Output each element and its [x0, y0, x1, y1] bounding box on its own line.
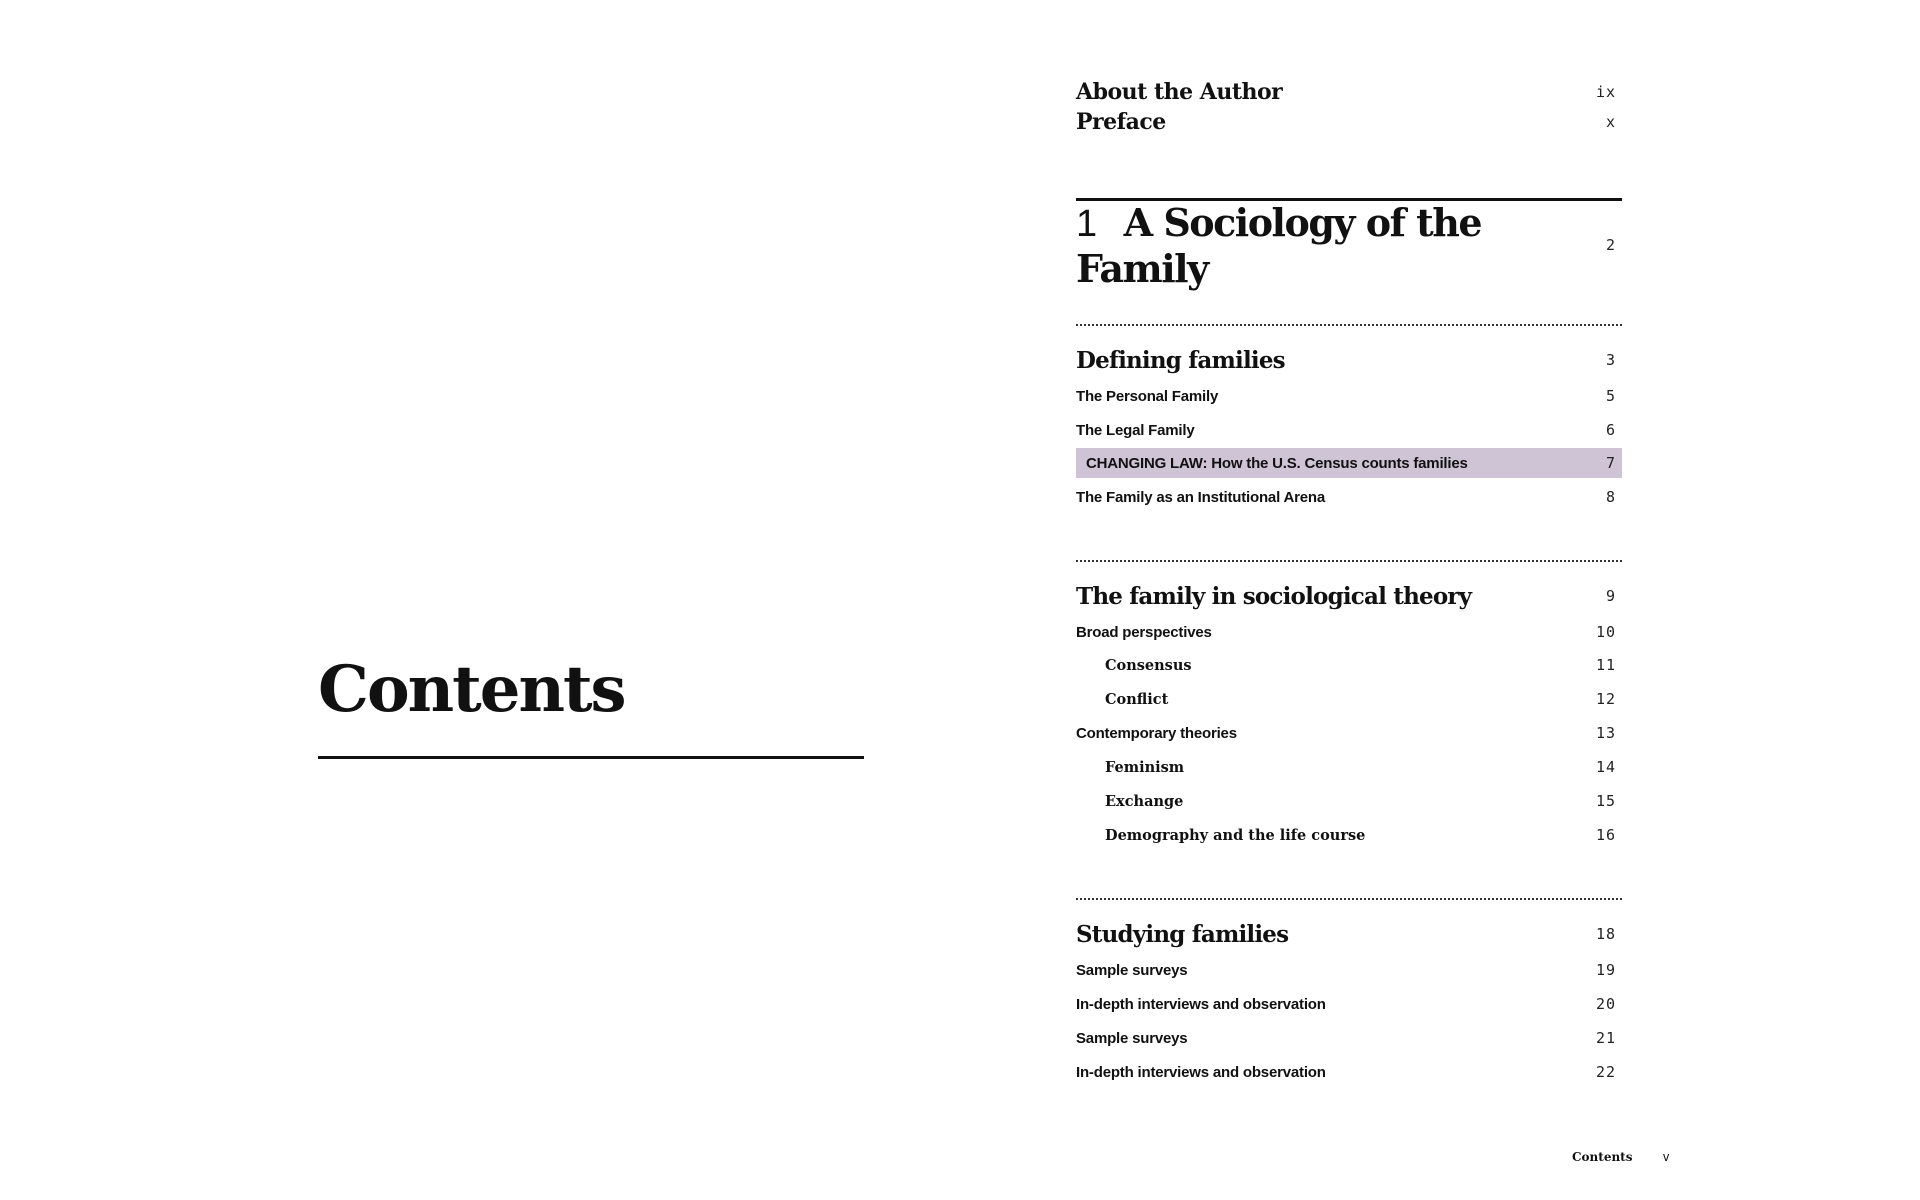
- toc-entry-title: In-depth interviews and observation: [1076, 1063, 1326, 1081]
- toc-entry-title: The Personal Family: [1076, 387, 1219, 405]
- toc-entry-title: The Family as an Institutional Arena: [1076, 488, 1325, 506]
- toc-page-number: 7: [1605, 454, 1616, 472]
- toc-page-number: 15: [1595, 792, 1616, 810]
- toc-page-number: 21: [1595, 1029, 1616, 1047]
- toc-entry-title: Preface: [1076, 109, 1166, 135]
- toc-entry-title: CHANGING LAW: How the U.S. Census counts families: [1086, 454, 1468, 472]
- toc-entry-title: Contemporary theories: [1076, 724, 1237, 742]
- toc-entry[interactable]: [1076, 719, 1622, 747]
- toc-entry-highlighted-feature[interactable]: [1076, 448, 1622, 478]
- toc-entry-title: About the Author: [1076, 79, 1283, 105]
- chapter-heading: [1076, 200, 1606, 291]
- folio-page-number: v: [1662, 1150, 1670, 1164]
- toc-subentry-title: Conflict: [1105, 690, 1169, 708]
- toc-subentry[interactable]: [1076, 685, 1622, 713]
- toc-page-number: 22: [1595, 1063, 1616, 1081]
- toc-page-number: 13: [1595, 724, 1616, 742]
- toc-entry[interactable]: [1076, 990, 1622, 1018]
- toc-entry[interactable]: [1076, 382, 1622, 410]
- toc-page-number: 3: [1605, 351, 1616, 369]
- toc-page-number: 12: [1595, 690, 1616, 708]
- toc-entry-title: Sample surveys: [1076, 1029, 1188, 1047]
- section-title: Defining families: [1076, 346, 1285, 374]
- toc-entry-title: Broad perspectives: [1076, 623, 1212, 641]
- toc-entry-about-author[interactable]: [1076, 78, 1622, 106]
- chapter-number: 1: [1076, 202, 1096, 245]
- section-divider: [1076, 324, 1622, 326]
- section-divider: [1076, 560, 1622, 562]
- title-underline: [318, 756, 864, 759]
- toc-section-defining-families[interactable]: [1076, 344, 1622, 376]
- toc-page-number: 11: [1595, 656, 1616, 674]
- toc-page-number: 8: [1605, 488, 1616, 506]
- toc-section-studying-families[interactable]: [1076, 918, 1622, 950]
- page-title: Contents: [318, 652, 625, 727]
- toc-subentry[interactable]: [1076, 651, 1622, 679]
- toc-subentry-title: Demography and the life course: [1105, 826, 1366, 844]
- toc-entry[interactable]: [1076, 483, 1622, 511]
- toc-entry[interactable]: [1076, 1058, 1622, 1086]
- section-title: Studying families: [1076, 920, 1289, 948]
- toc-chapter-1[interactable]: [1076, 199, 1622, 291]
- toc-subentry[interactable]: [1076, 787, 1622, 815]
- toc-entry-title: The Legal Family: [1076, 421, 1195, 439]
- toc-page-number: 6: [1605, 421, 1616, 439]
- page-footer: [1572, 1150, 1670, 1164]
- toc-page-number: 10: [1595, 623, 1616, 641]
- toc-entry-preface[interactable]: [1076, 108, 1622, 136]
- toc-subentry-title: Consensus: [1105, 656, 1192, 674]
- toc-page-number: 9: [1605, 587, 1616, 605]
- table-of-contents: [1076, 0, 1622, 1200]
- toc-entry[interactable]: [1076, 956, 1622, 984]
- toc-page-number: 2: [1605, 236, 1616, 254]
- toc-page-number: 5: [1605, 387, 1616, 405]
- toc-page-number: 14: [1595, 758, 1616, 776]
- toc-subentry-title: Exchange: [1105, 792, 1184, 810]
- toc-entry-title: In-depth interviews and observation: [1076, 995, 1326, 1013]
- toc-entry-title: Sample surveys: [1076, 961, 1188, 979]
- running-footer-label: Contents: [1572, 1150, 1633, 1164]
- toc-page-number: 20: [1595, 995, 1616, 1013]
- toc-page-number: 16: [1595, 826, 1616, 844]
- section-divider: [1076, 898, 1622, 900]
- toc-page-number: 19: [1595, 961, 1616, 979]
- toc-entry[interactable]: [1076, 416, 1622, 444]
- toc-subentry-title: Feminism: [1105, 758, 1185, 776]
- toc-entry[interactable]: [1076, 1024, 1622, 1052]
- toc-section-sociological-theory[interactable]: [1076, 580, 1622, 612]
- chapter-title: A Sociology of the Family: [1076, 199, 1482, 291]
- toc-subentry[interactable]: [1076, 753, 1622, 781]
- toc-page-number: ix: [1595, 83, 1616, 101]
- section-title: The family in sociological theory: [1076, 582, 1472, 610]
- toc-page-number: x: [1605, 113, 1616, 131]
- toc-subentry[interactable]: [1076, 821, 1622, 849]
- toc-page-number: 18: [1595, 925, 1616, 943]
- toc-entry[interactable]: [1076, 618, 1622, 646]
